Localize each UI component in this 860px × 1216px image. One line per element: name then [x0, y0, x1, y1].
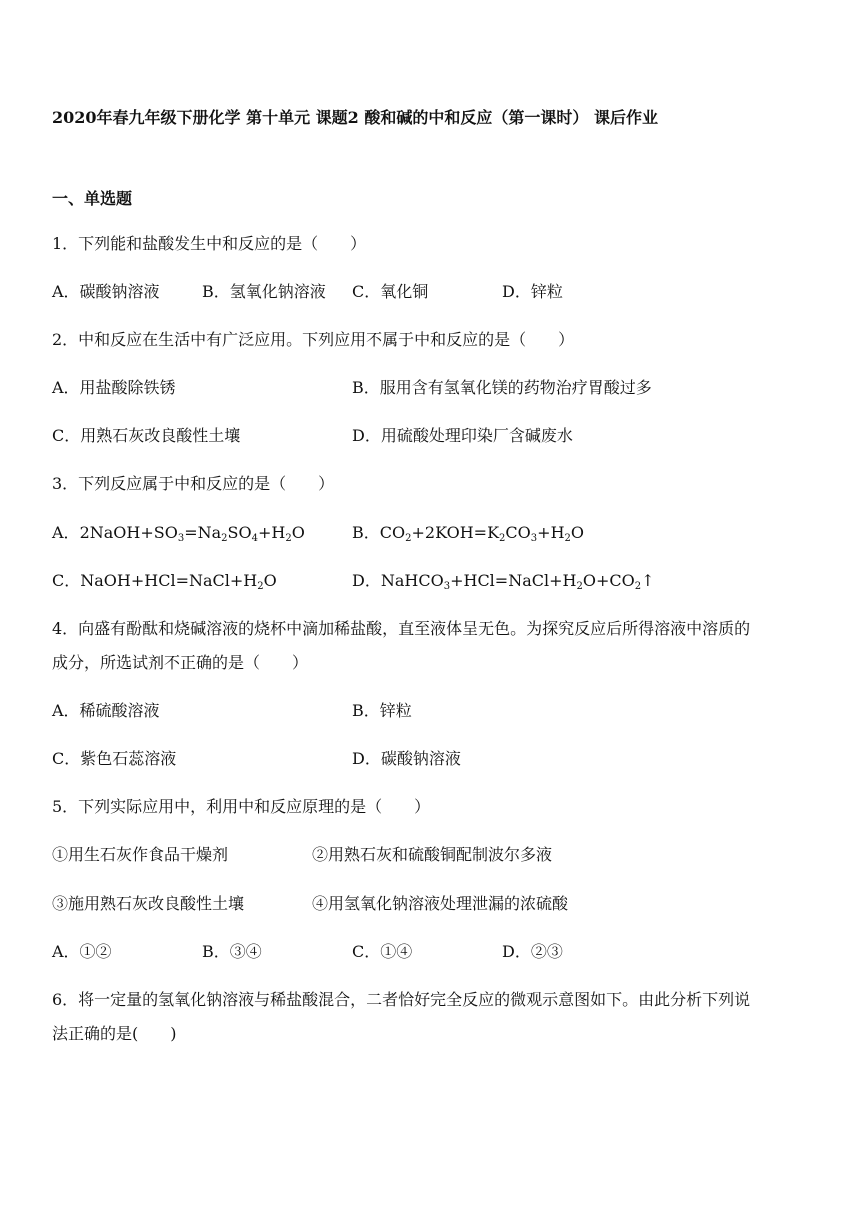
question-1-option-b: B．氢氧化钠溶液: [202, 282, 326, 301]
question-5-option-a: A．①②: [52, 942, 112, 961]
question-4-option-b: B．锌粒: [352, 701, 412, 720]
question-2-stem: 2．中和反应在生活中有广泛应用。下列应用不属于中和反应的是（ ）: [52, 330, 575, 349]
question-3-option-b: B．$CO_2+2KOH=K_2CO_3+H_2O$: [352, 523, 585, 544]
question-3-option-c: C．$NaOH+HCl=NaCl+H_2O$: [52, 571, 277, 592]
question-6-stem-line-2: 法正确的是( ): [52, 1024, 177, 1043]
question-4-stem-line-2: 成分，所选试剂不正确的是（ ）: [52, 653, 309, 672]
question-4-option-a: A．稀硫酸溶液: [52, 701, 160, 720]
question-5-option-d: D．②③: [502, 942, 563, 961]
question-5-item-2: ②用熟石灰和硫酸铜配制波尔多液: [312, 845, 553, 864]
question-1-option-a: A．碳酸钠溶液: [52, 282, 160, 301]
question-1-option-c: C．氧化铜: [352, 282, 429, 301]
question-4-option-d: D．碳酸钠溶液: [352, 749, 461, 768]
question-3-stem: 3．下列反应属于中和反应的是（ ）: [52, 474, 335, 493]
question-1-stem: 1．下列能和盐酸发生中和反应的是（ ）: [52, 234, 367, 253]
question-5-option-b: B．③④: [202, 942, 262, 961]
question-2-option-b: B．服用含有氢氧化镁的药物治疗胃酸过多: [352, 378, 652, 397]
document-title: 2020年春九年级下册化学 第十单元 课题2 酸和碱的中和反应（第一课时） 课后作业: [52, 108, 658, 127]
question-2-option-c: C．用熟石灰改良酸性土壤: [52, 426, 241, 445]
section-heading: 一、单选题: [52, 189, 133, 208]
question-5-item-3: ③施用熟石灰改良酸性土壤: [52, 894, 245, 913]
question-5-option-c: C．①④: [352, 942, 413, 961]
question-1-option-d: D．锌粒: [502, 282, 563, 301]
question-5-item-1: ①用生石灰作食品干燥剂: [52, 845, 229, 864]
question-5-stem: 5．下列实际应用中，利用中和反应原理的是（ ）: [52, 797, 431, 816]
question-2-option-d: D．用硫酸处理印染厂含碱废水: [352, 426, 573, 445]
question-2-option-a: A．用盐酸除铁锈: [52, 378, 176, 397]
question-3-option-d: D．$NaHCO_3+HCl=NaCl+H_2O+CO_2↑$: [352, 571, 655, 592]
question-4-option-c: C．紫色石蕊溶液: [52, 749, 177, 768]
question-5-item-4: ④用氢氧化钠溶液处理泄漏的浓硫酸: [312, 894, 569, 913]
question-4-stem-line-1: 4．向盛有酚酞和烧碱溶液的烧杯中滴加稀盐酸，直至液体呈无色。为探究反应后所得溶液中溶质的: [52, 619, 751, 638]
question-3-option-a: A．$2NaOH+SO_3=Na_2SO_4+H_2O$: [52, 523, 305, 544]
question-6-stem-line-1: 6．将一定量的氢氧化钠溶液与稀盐酸混合，二者恰好完全反应的微观示意图如下。由此分析下列说: [52, 990, 751, 1009]
